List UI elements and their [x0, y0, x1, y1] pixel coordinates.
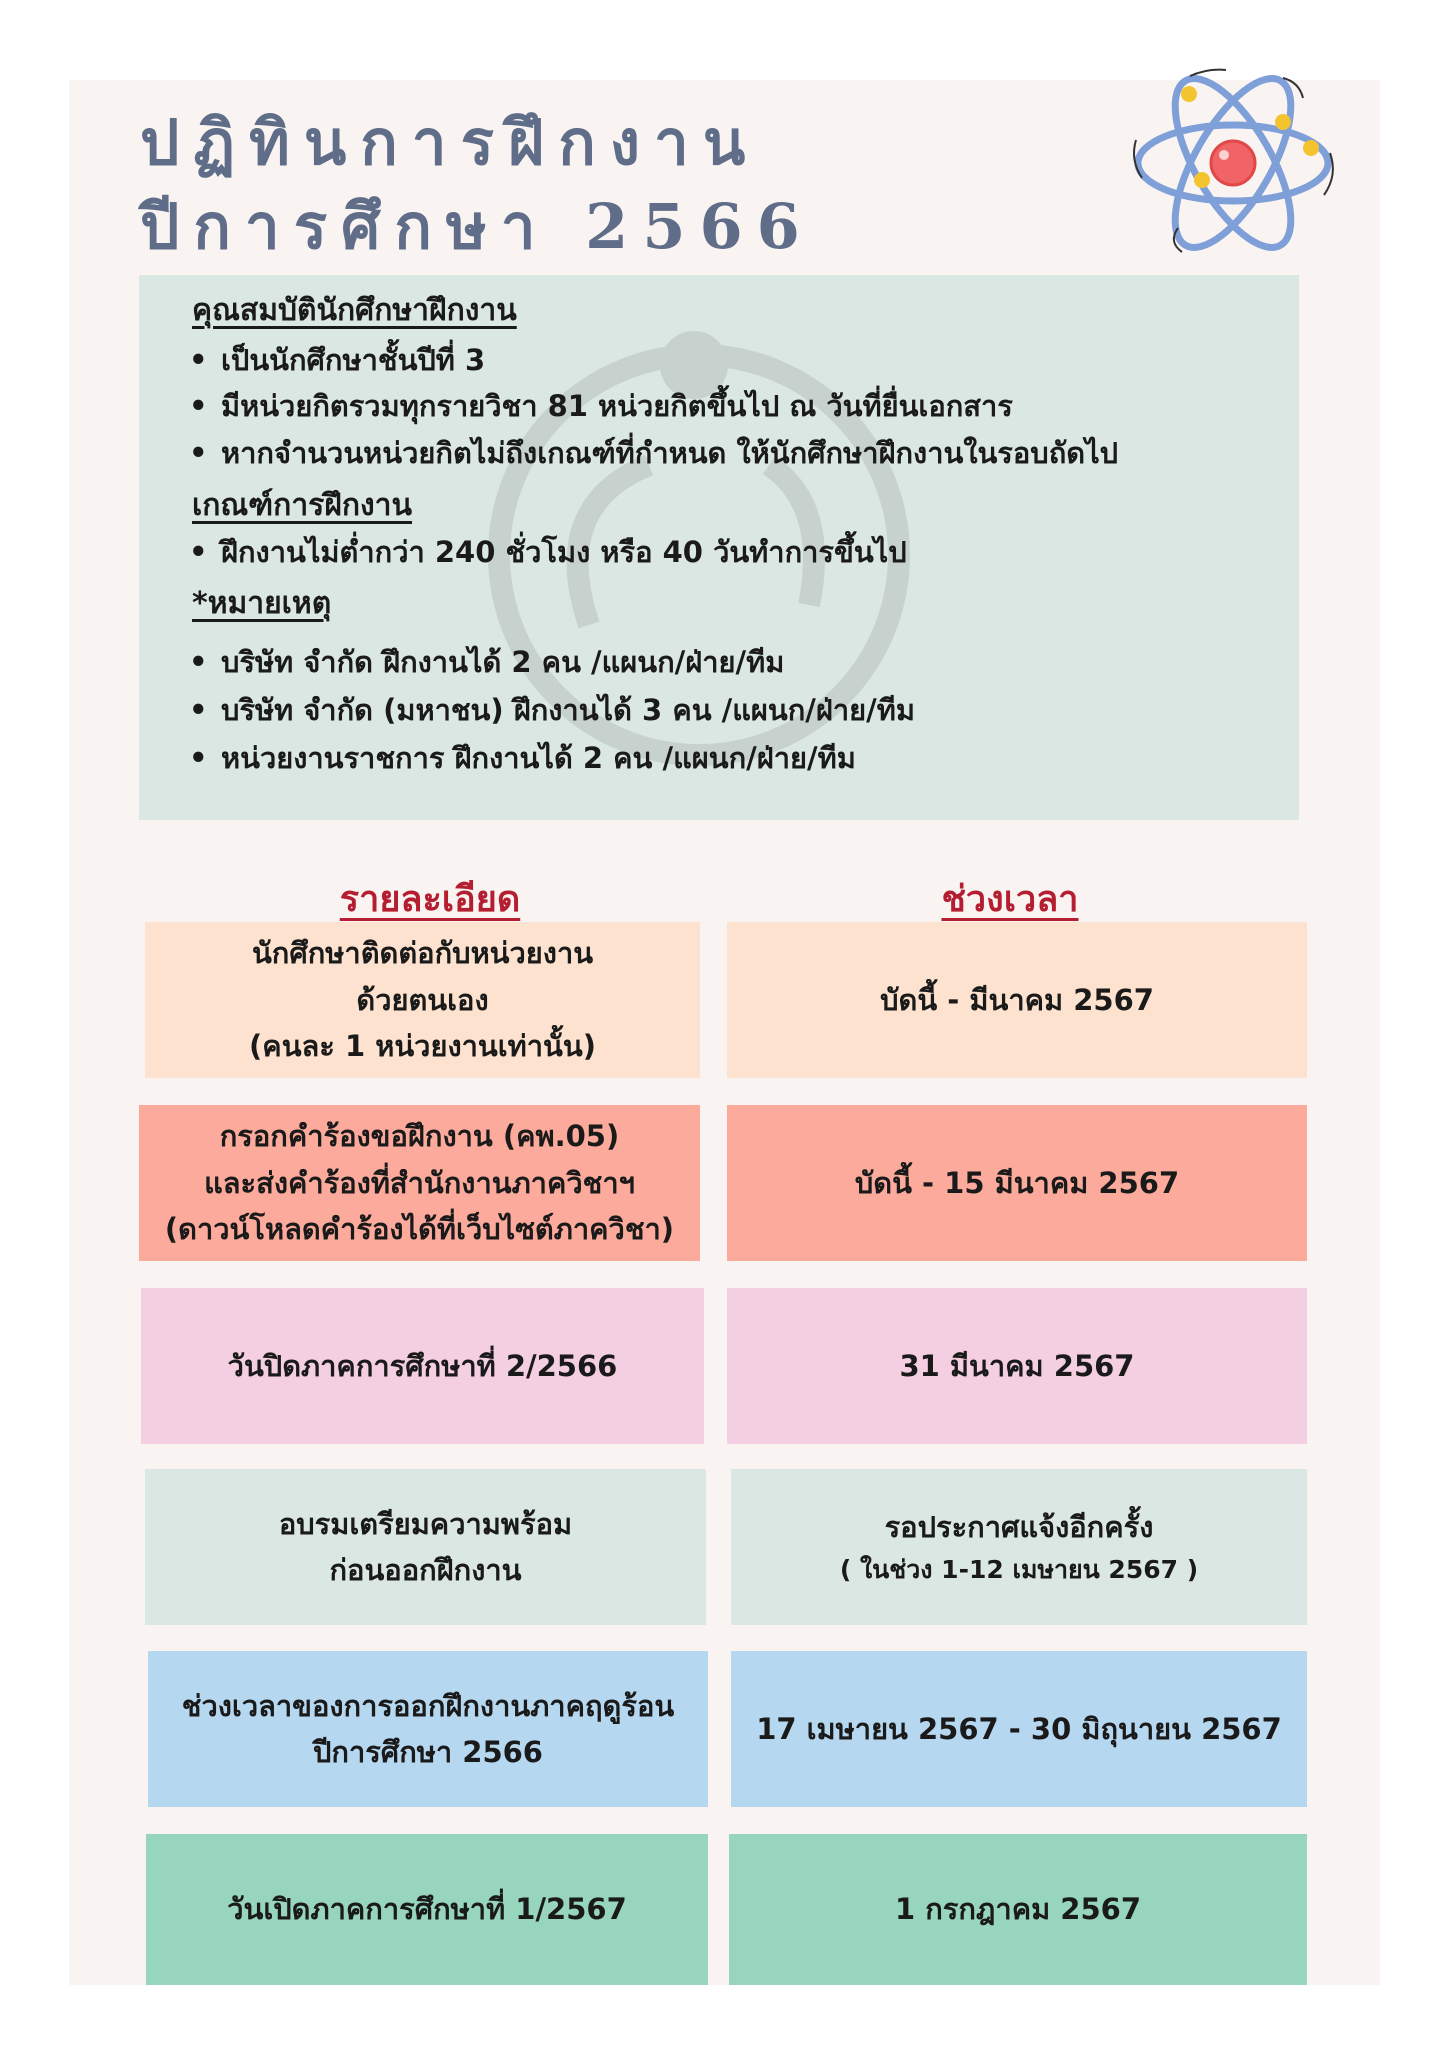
page-title-line1: ปฏิทินการฝึกงาน [140, 106, 760, 179]
detail-line: ช่วงเวลาของการออกฝึกงานภาคฤดูร้อน [181, 1688, 675, 1723]
detail-line: วันเปิดภาคการศึกษาที่ 1/2567 [227, 1892, 627, 1927]
criteria-item: • ฝึกงานไม่ต่ำกว่า 240 ชั่วโมง หรือ 40 วันทำการขึ้นไป [189, 529, 907, 575]
criteria-heading: เกณฑ์การฝึกงาน [192, 488, 413, 523]
detail-line: วันปิดภาคการศึกษาที่ 2/2566 [227, 1348, 618, 1383]
note-item: • บริษัท จำกัด (มหาชน) ฝึกงานได้ 3 คน /แผนก/ฝ่าย/ทีม [189, 687, 915, 733]
schedule-detail-cell [146, 1834, 708, 1985]
time-line: บัดนี้ - มีนาคม 2567 [880, 982, 1154, 1017]
schedule-time-cell [729, 1834, 1307, 1985]
schedule-detail-cell [141, 1288, 704, 1444]
detail-line: ก่อนออกฝึกงาน [329, 1553, 522, 1587]
detail-line: ด้วยตนเอง [356, 982, 489, 1017]
notes-heading: *หมายเหตุ [192, 586, 332, 621]
page-title-line2: ปีการศึกษา 2566 [140, 190, 814, 263]
schedule-detail-cell [139, 1105, 700, 1261]
detail-line: นักศึกษาติดต่อกับหน่วยงาน [251, 936, 594, 971]
qualification-item: • หากจำนวนหน่วยกิตไม่ถึงเกณฑ์ที่กำหนด ให้นักศึกษาฝึกงานในรอบถัดไป [189, 430, 1118, 476]
schedule-detail-cell [145, 1469, 706, 1625]
detail-line: (ดาวน์โหลดคำร้องได้ที่เว็บไซต์ภาควิชา) [164, 1212, 675, 1247]
note-item: • หน่วยงานราชการ ฝึกงานได้ 2 คน /แผนก/ฝ่าย/ทีม [189, 735, 856, 781]
time-line: 17 เมษายน 2567 - 30 มิถุนายน 2567 [756, 1711, 1282, 1746]
schedule-detail-cell [145, 922, 700, 1078]
qualifications-panel [139, 275, 1299, 820]
qualification-item: • มีหน่วยกิตรวมทุกรายวิชา 81 หน่วยกิตขึ้นไป ณ วันที่ยื่นเอกสาร [189, 383, 1013, 429]
schedule-time-cell [731, 1469, 1307, 1625]
time-line: บัดนี้ - 15 มีนาคม 2567 [854, 1165, 1180, 1200]
schedule-time-cell [731, 1651, 1307, 1807]
time-line: ( ในช่วง 1-12 เมษายน 2567 ) [839, 1555, 1199, 1585]
schedule-time-cell [727, 922, 1307, 1078]
note-item: • บริษัท จำกัด ฝึกงานได้ 2 คน /แผนก/ฝ่าย/ทีม [189, 639, 784, 685]
time-line: 1 กรกฎาคม 2567 [894, 1892, 1142, 1927]
qualifications-heading: คุณสมบัตินักศึกษาฝึกงาน [192, 293, 517, 328]
detail-column-heading: รายละเอียด [339, 879, 521, 920]
detail-line: อบรมเตรียมความพร้อม [278, 1506, 573, 1541]
qualification-item: • เป็นนักศึกษาชั้นปีที่ 3 [189, 337, 485, 383]
schedule-time-cell [727, 1288, 1307, 1444]
time-column-heading: ช่วงเวลา [941, 879, 1079, 920]
time-line: รอประกาศแจ้งอีกครั้ง [884, 1509, 1154, 1544]
atom-icon [1118, 58, 1348, 268]
detail-line: (คนละ 1 หน่วยงานเท่านั้น) [249, 1029, 596, 1064]
time-line: 31 มีนาคม 2567 [899, 1348, 1135, 1383]
detail-line: และส่งคำร้องที่สำนักงานภาควิชาฯ [204, 1165, 635, 1200]
detail-line: ปีการศึกษา 2566 [312, 1735, 543, 1769]
schedule-time-cell [727, 1105, 1307, 1261]
schedule-detail-cell [148, 1651, 708, 1807]
detail-line: กรอกคำร้องขอฝึกงาน (คพ.05) [219, 1119, 620, 1154]
